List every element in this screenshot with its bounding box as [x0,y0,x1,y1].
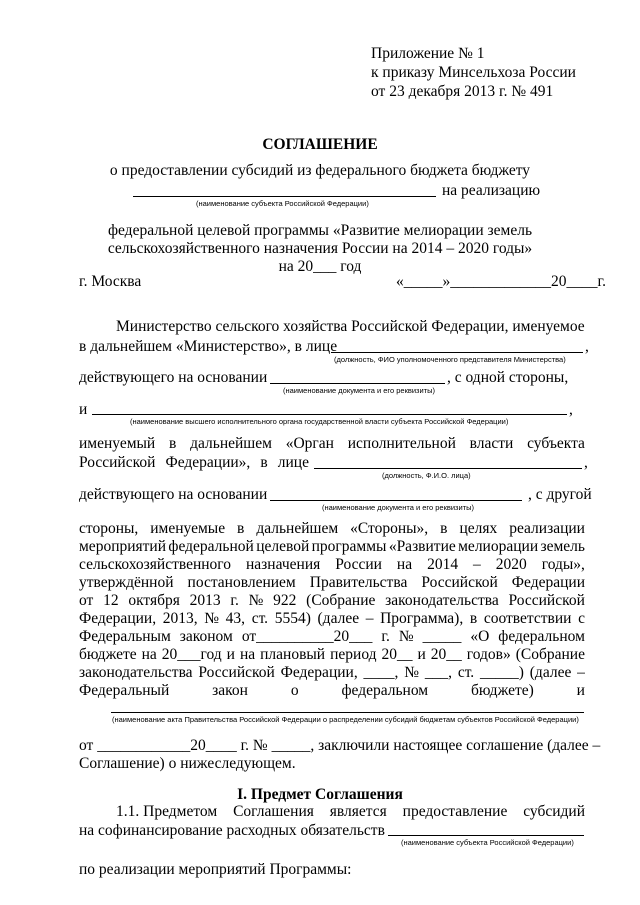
section-1-line-3: по реализации мероприятий Программы: [79,861,352,878]
word: назначения [246,556,321,573]
p4-line-4 [79,574,585,592]
p5-line-2: Соглашение) о нижеследующем. [79,755,296,772]
word: Федеральным [79,628,171,645]
word: (Собрание [515,646,585,663]
word: Федерации [511,574,585,591]
p5-line-1: от ____________20____ г. № _____, заключили настоящее соглашение (далее – [79,737,601,754]
word: на [239,646,256,663]
word: Соглашения [233,803,314,820]
p1-line-2: в дальнейшем «Министерство», в лице [79,338,338,355]
word: 5554) [274,610,311,627]
word: законодательства [385,592,499,609]
p3-line-2 [79,454,309,472]
hint-doc-2: (наименование документа и его реквизиты) [322,503,474,512]
subject-blank-line [133,196,436,197]
word: постановлением [187,574,296,591]
word: (далее [529,664,572,681]
word: 12 [103,592,119,609]
word: мероприятий [79,538,167,555]
title-line-4: сельскохозяйственного назначения России на 2014 – 2020 годы» [107,240,533,257]
hint-subject-title: (наименование субъекта Российской Федерации) [196,199,369,208]
word: ___, [424,664,452,681]
p3-line-1 [79,435,585,453]
word: ст. [457,664,475,681]
p4-line-10 [79,682,585,700]
word: в [237,520,245,537]
word: – [577,664,585,681]
word: _____) [480,664,524,681]
word: соответствии [483,610,572,627]
word: бюджете [79,646,137,663]
appendix-order: к приказу Минсельхоза России [371,64,576,81]
p2-comma: , [569,401,573,418]
word: на [141,646,157,663]
word: 43, [225,610,246,627]
word: от__________20___ [241,628,373,645]
section-1-heading: I. Предмет Соглашения [237,786,403,803]
word: ст. [251,610,269,627]
word: дальнейшем [190,435,272,452]
word: на [396,556,413,573]
p4-line-6 [79,610,585,628]
p1-line-3-end: , с одной стороны, [447,369,569,386]
person-blank-line [314,468,582,469]
section-1-line-2: на софинансирование расходных обязательств [79,822,385,839]
title-line-5: на 20___ год [278,258,362,275]
p3-line-3-end: , с другой [528,486,592,503]
word: субъекта [527,435,585,452]
word: Федерации, [79,610,157,627]
word: годов» [466,646,511,663]
word: именуемый [79,435,156,452]
hint-person: (должность, Ф.И.О. лица) [382,471,471,480]
word: 20__ [430,646,462,663]
word: «О [470,628,490,645]
title-line-2-tail: на реализацию [442,182,541,199]
word: № [248,592,264,609]
word: Российской [79,454,156,471]
p4-line-2 [79,538,585,556]
word: субсидий [523,803,585,820]
word: октября [128,592,180,609]
hint-organ: (наименование высшего исполнительного органа государственной власти субъекта Российской Федерации) [130,417,509,426]
word: закон [212,682,248,699]
word: стороны, [79,520,139,537]
p4-line-3 [79,556,585,574]
word: – [365,610,374,627]
basis-blank-line-1 [270,383,445,384]
word: целевой [256,538,310,555]
title-line-3: федеральной целевой программы «Развитие мелиорации земель [107,222,533,239]
word: сельскохозяйственного [79,556,232,573]
word: программы [311,538,387,555]
word: именуемые [150,520,226,537]
word: 1.1. Предметом [116,803,218,820]
word: в [260,454,268,471]
word: г. [230,592,239,609]
word: реализации [509,520,585,537]
word: 2013, [162,610,198,627]
city: г. Москва [79,273,142,290]
word: исполнительной [347,435,456,452]
p4-line-5 [79,592,585,610]
word: 2013 [189,592,221,609]
appendix-number: Приложение № 1 [371,45,485,62]
word: № [404,664,420,681]
p1-line-3: действующего на основании [79,369,268,386]
word: (Собрание [306,592,376,609]
word: в [440,520,448,537]
p1-line-1: Министерство сельского хозяйства Российской Федерации, именуемое [116,318,585,335]
word: № [204,610,220,627]
p1-line-2-comma: , [585,338,589,355]
word: о [290,682,299,699]
p4-line-8 [79,646,585,664]
title-line-1: о предоставлении субсидий из федерального бюджета бюджету [109,162,531,179]
word: и [576,682,585,699]
word: мелиорации [458,538,539,555]
word: «Развитие [388,538,456,555]
hint-official: (должность, ФИО уполномоченного представителя Министерства) [334,355,566,364]
word: законом [179,628,233,645]
word: Российской [198,664,275,681]
word: целях [459,520,498,537]
official-blank-line [331,352,583,353]
word: – [473,556,481,573]
word: № [398,628,414,645]
organ-blank-line [92,414,567,415]
word: в [169,435,177,452]
word: земель [540,538,585,555]
basis-blank-line-2 [270,500,522,501]
word: в [469,610,478,627]
word: плановый [260,646,326,663]
word: Федерации», [165,454,251,471]
hint-doc-1: (наименование документа и его реквизиты) [283,386,435,395]
p4-line-9 [79,664,585,682]
p4-line-7 [79,628,585,646]
word: Российской [421,574,498,591]
word: с [578,610,585,627]
word: Федеральный [79,682,170,699]
word: Федерации, [280,664,358,681]
agreement-date: «_____»_____________20____г. [396,273,606,290]
hint-act: (наименование акта Правительства Российской Федерации о распределении субсидий бюджетам субъектов Российской Федерации) [112,715,579,724]
p4-line-1 [79,520,585,538]
word: «Орган [285,435,334,452]
word: 2020 [495,556,527,573]
section-1-line-1 [116,803,585,821]
word: 20___год [161,646,222,663]
word: 922 [273,592,297,609]
word: г. [381,628,390,645]
word: (далее [317,610,360,627]
word: предоставление [402,803,508,820]
word: и [417,646,426,663]
word: 20__ [381,646,413,663]
word: бюджете) [471,682,534,699]
subject-blank-line-2 [388,835,584,836]
word: лице [277,454,309,471]
word: «Стороны», [350,520,429,537]
word: и [226,646,235,663]
word: власти [469,435,514,452]
word: период [330,646,377,663]
word: дальнейшем [256,520,339,537]
word: Российской [508,592,585,609]
appendix-date: от 23 декабря 2013 г. № 491 [371,83,554,100]
p3-line-3: действующего на основании [79,486,268,503]
word: федеральной [168,538,254,555]
word: годы», [541,556,585,573]
word: федеральном [498,628,585,645]
hint-subject-section: (наименование субъекта Российской Федерации) [401,838,574,847]
p3-line-2-comma: , [584,454,588,471]
document-title: СОГЛАШЕНИЕ [262,136,378,153]
word: от [79,592,94,609]
word: утверждённой [79,574,174,591]
p2-and: и [79,401,88,418]
word: 2014 [427,556,459,573]
word: Правительства [309,574,408,591]
word: федеральном [341,682,429,699]
word: является [329,803,387,820]
word: законодательства [79,664,193,681]
act-blank-line [111,712,584,713]
word: Программа), [380,610,464,627]
word: России [335,556,382,573]
word: ____, [363,664,399,681]
word: _____ [422,628,462,645]
